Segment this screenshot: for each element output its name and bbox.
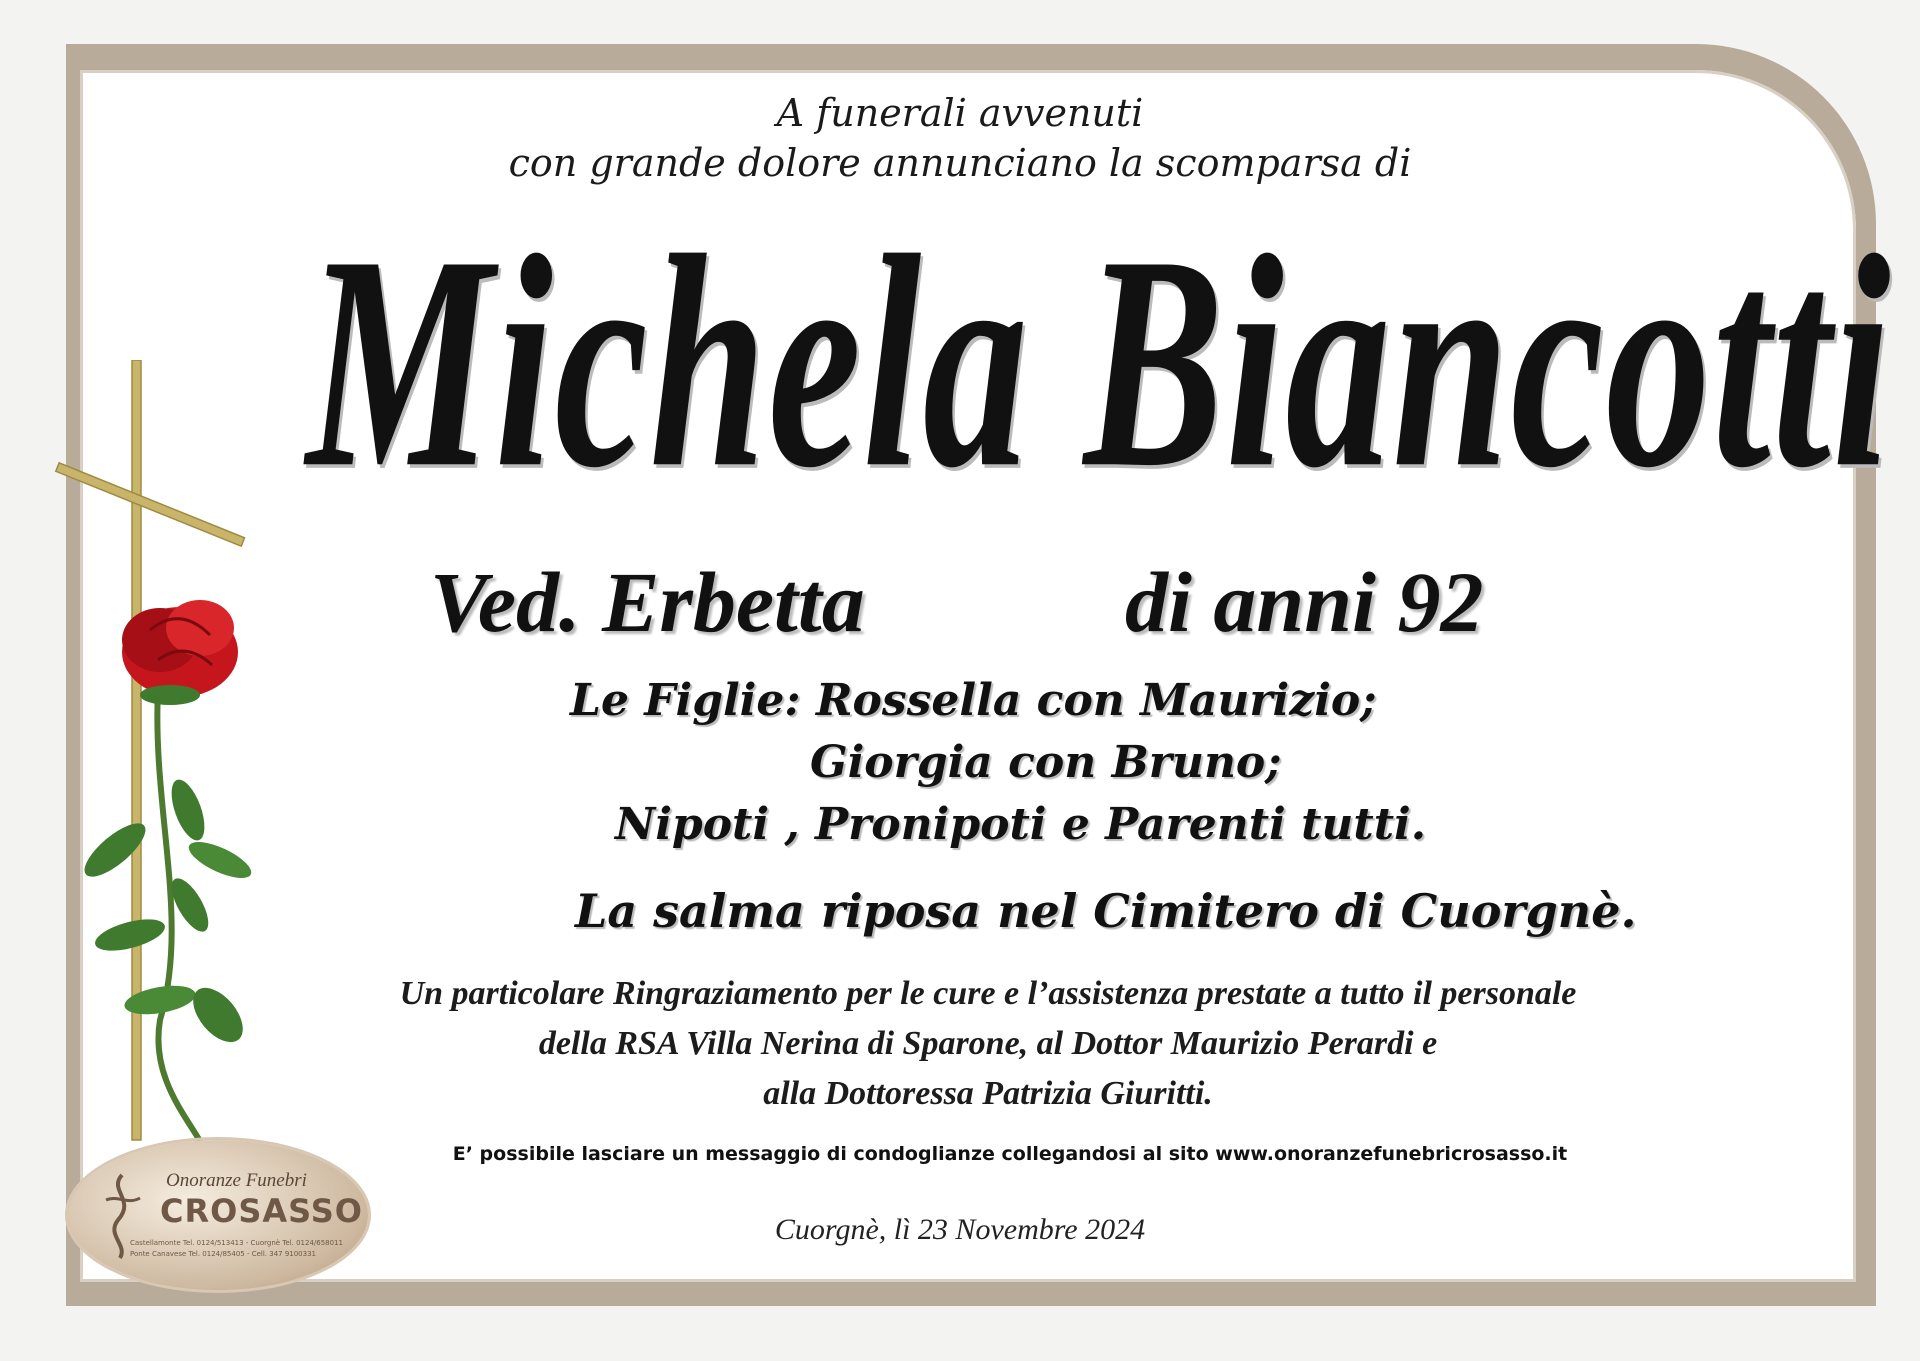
resting-place: La salma riposa nel Cimitero di Cuorgnè.: [575, 884, 1637, 938]
family-line-3: Nipoti , Pronipoti e Parenti tutti.: [615, 799, 1427, 850]
widow-of: Ved. Erbetta: [430, 554, 865, 650]
age: di anni 92: [1125, 554, 1484, 650]
logo-contacts-line-1: Castellamonte Tel. 0124/513413 - Cuorgnè Tel. 0124/658011: [130, 1239, 343, 1247]
thanks-line-2: della RSA Villa Nerina di Sparone, al Dottor Maurizio Perardi e: [538, 1025, 1438, 1062]
funeral-home-logo: [68, 1140, 368, 1290]
dateline: Cuorgnè, lì 23 Novembre 2024: [774, 1213, 1146, 1246]
logo-contacts: [130, 1238, 343, 1260]
family-line-1: Le Figlie: Rossella con Maurizio;: [570, 675, 1377, 726]
logo-contacts-line-2: Ponte Canavese Tel. 0124/85405 - Cell. 347 9100331: [130, 1250, 316, 1258]
rose-icon: [77, 600, 256, 1150]
family-line-2: Giorgia con Bruno;: [810, 737, 1282, 788]
condolence-note: E’ possibile lasciare un messaggio di condoglianze collegandosi al sito www.onoranzefunebricrosasso.it: [452, 1143, 1568, 1165]
intro-line-2: con grande dolore annunciano la scomparsa di: [508, 141, 1412, 185]
intro-line-1: A funerali avvenuti: [776, 91, 1144, 135]
logo-brand: CROSASSO: [160, 1192, 363, 1230]
logo-subtitle: Onoranze Funebri: [166, 1170, 307, 1191]
thanks-line-3: alla Dottoressa Patrizia Giuritti.: [763, 1075, 1213, 1112]
thanks-line-1: Un particolare Ringraziamento per le cure e l’assistenza prestate a tutto il personale: [399, 975, 1577, 1012]
deceased-name: Michela Biancotti: [306, 193, 1893, 532]
